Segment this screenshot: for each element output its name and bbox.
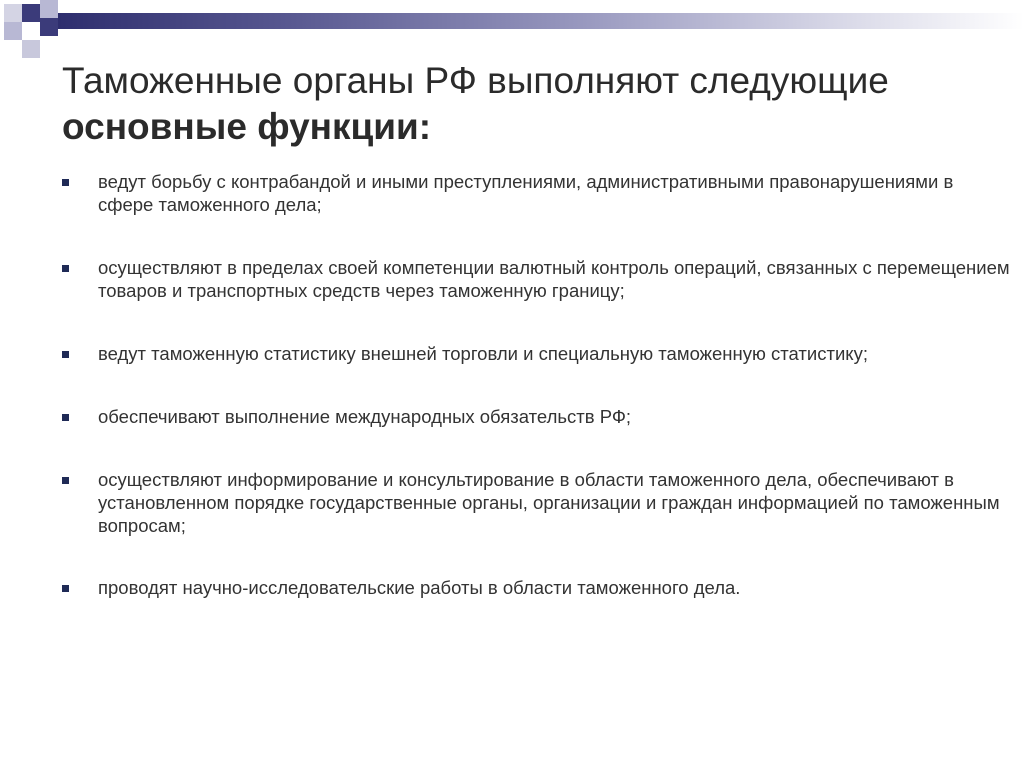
header-gradient-band xyxy=(58,13,1024,29)
square-bullet-icon xyxy=(62,179,69,186)
slide-title xyxy=(62,58,1002,150)
list-item-text: проводят научно-исследовательские работы в области таможенного дела. xyxy=(98,577,741,598)
square-bullet-icon xyxy=(62,265,69,272)
slide-title-line1: Таможенные органы РФ выполняют следующие xyxy=(62,60,889,101)
list-item xyxy=(60,576,1010,599)
decor-square xyxy=(22,40,40,58)
square-bullet-icon xyxy=(62,477,69,484)
decor-square xyxy=(4,22,22,40)
square-bullet-icon xyxy=(62,585,69,592)
decor-square xyxy=(22,4,40,22)
list-item-text: ведут таможенную статистику внешней торговли и специальную таможенную статистику; xyxy=(98,343,868,364)
list-item xyxy=(60,342,1010,365)
header-decoration xyxy=(0,0,1024,60)
list-item-text: ведут борьбу с контрабандой и иными преступлениями, административными правонарушениями в сфере таможенного дела; xyxy=(98,171,954,215)
list-item xyxy=(60,170,1010,216)
list-item-text: осуществляют в пределах своей компетенции валютный контроль операций, связанных с перемещением товаров и транспортных средств через таможенную границу; xyxy=(98,257,1010,301)
decor-square xyxy=(40,18,58,36)
functions-list xyxy=(60,170,1010,599)
list-item xyxy=(60,256,1010,302)
square-bullet-icon xyxy=(62,351,69,358)
list-item-text: обеспечивают выполнение международных обязательств РФ; xyxy=(98,406,632,427)
decor-square xyxy=(22,22,40,40)
list-item xyxy=(60,468,1010,537)
slide-title-line2: основные функции: xyxy=(62,106,432,147)
list-item xyxy=(60,405,1010,428)
decor-square xyxy=(40,0,58,18)
decor-square xyxy=(4,4,22,22)
square-bullet-icon xyxy=(62,414,69,421)
list-item-text: осуществляют информирование и консультирование в области таможенного дела, обеспечивают в установленном порядке государственные органы, организации и граждан информацией по таможенным вопросам; xyxy=(98,469,1000,536)
